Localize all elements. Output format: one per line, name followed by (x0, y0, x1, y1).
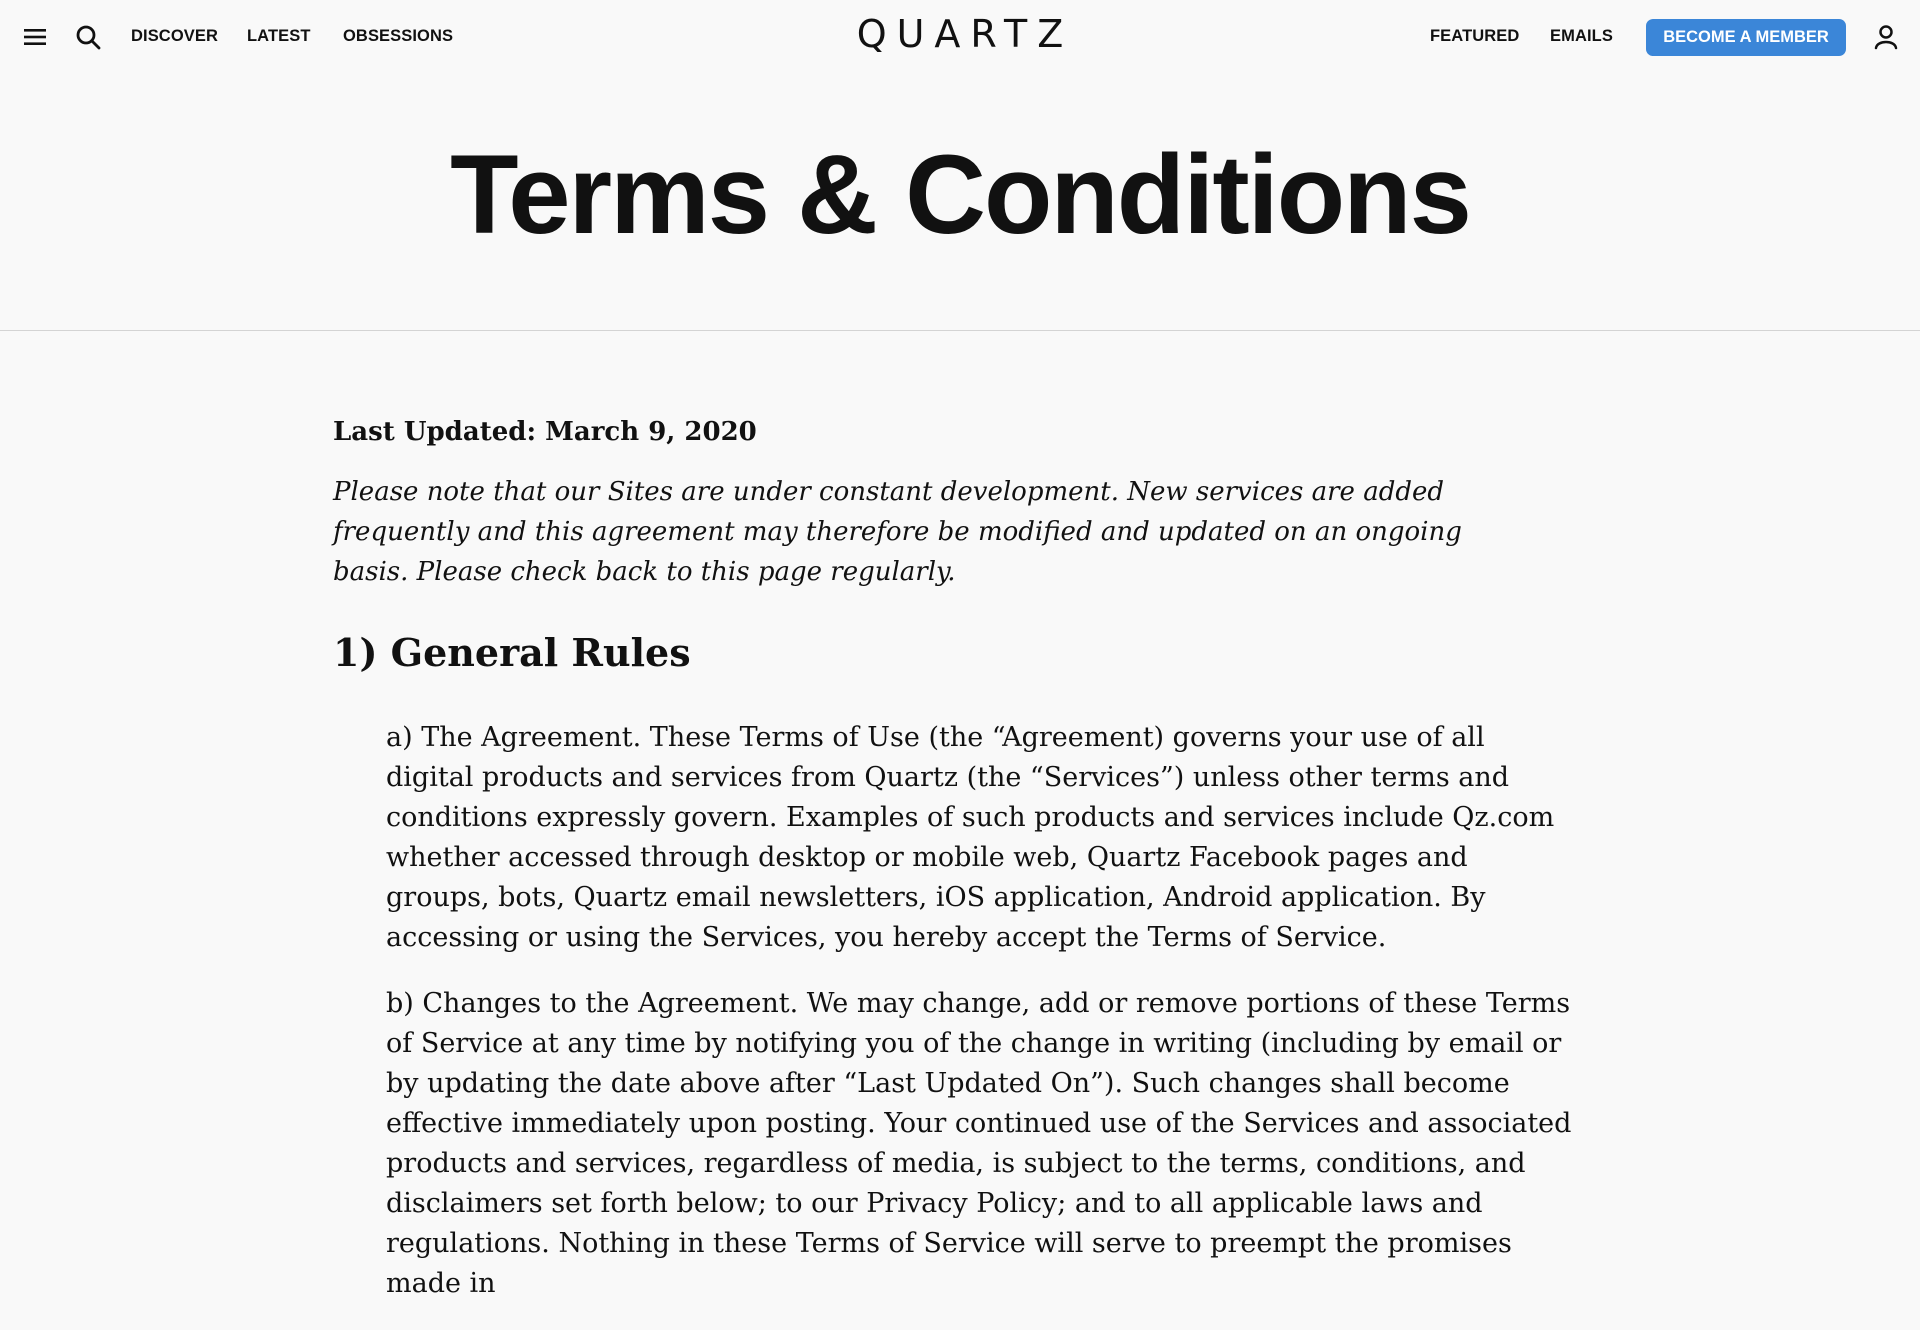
nav-discover[interactable]: DISCOVER (131, 27, 218, 45)
search-icon[interactable] (68, 17, 108, 57)
nav-obsessions[interactable]: OBSESSIONS (343, 27, 454, 45)
terms-content (333, 410, 1583, 1330)
become-member-button[interactable]: BECOME A MEMBER (1646, 19, 1846, 56)
rule-paragraph-b: b) Changes to the Agreement. We may change, add or remove portions of these Terms of Service at any time by notifying you of the change in writing (including by email or by updating the date above after “Last Updated On”). Such changes shall become effective immediately upon posting. Your continued use of the Services and associated products and services, regardless of media, is subject to the terms, conditions, and disclaimers set forth below; to our Privacy Policy; and to all applicable laws and regulations. Nothing in these Terms of Service will serve to preempt the promises made in (386, 988, 1572, 1299)
site-logo[interactable]: QUARTZ (856, 12, 1074, 56)
header-divider (0, 330, 1920, 331)
nav-emails[interactable]: EMAILS (1550, 27, 1613, 45)
menu-icon[interactable] (15, 17, 55, 57)
last-updated: Last Updated: March 9, 2020 (333, 417, 757, 447)
rule-paragraph-a: a) The Agreement. These Terms of Use (the “Agreement) governs your use of all digital products and services from Quartz (the “Services”) unless other terms and conditions expressly govern. Examples of such products and services include Qz.com whether accessed through desktop or mobile web, Quartz Facebook pages and groups, bots, Quartz email newsletters, iOS application, Android application. By accessing or using the Services, you hereby accept the Terms of Service. (386, 722, 1555, 953)
nav-latest[interactable]: LATEST (247, 27, 311, 45)
top-navigation (0, 0, 1920, 76)
nav-featured[interactable]: FEATURED (1430, 27, 1520, 45)
page-title: Terms & Conditions (450, 132, 1470, 257)
section-heading-general-rules: 1) General Rules (333, 630, 691, 675)
account-icon[interactable] (1866, 17, 1906, 57)
development-note: Please note that our Sites are under constant development. New services are added frequently and this agreement may therefore be modified and updated on an ongoing basis. Please check back to this page regularly. (333, 477, 1462, 587)
